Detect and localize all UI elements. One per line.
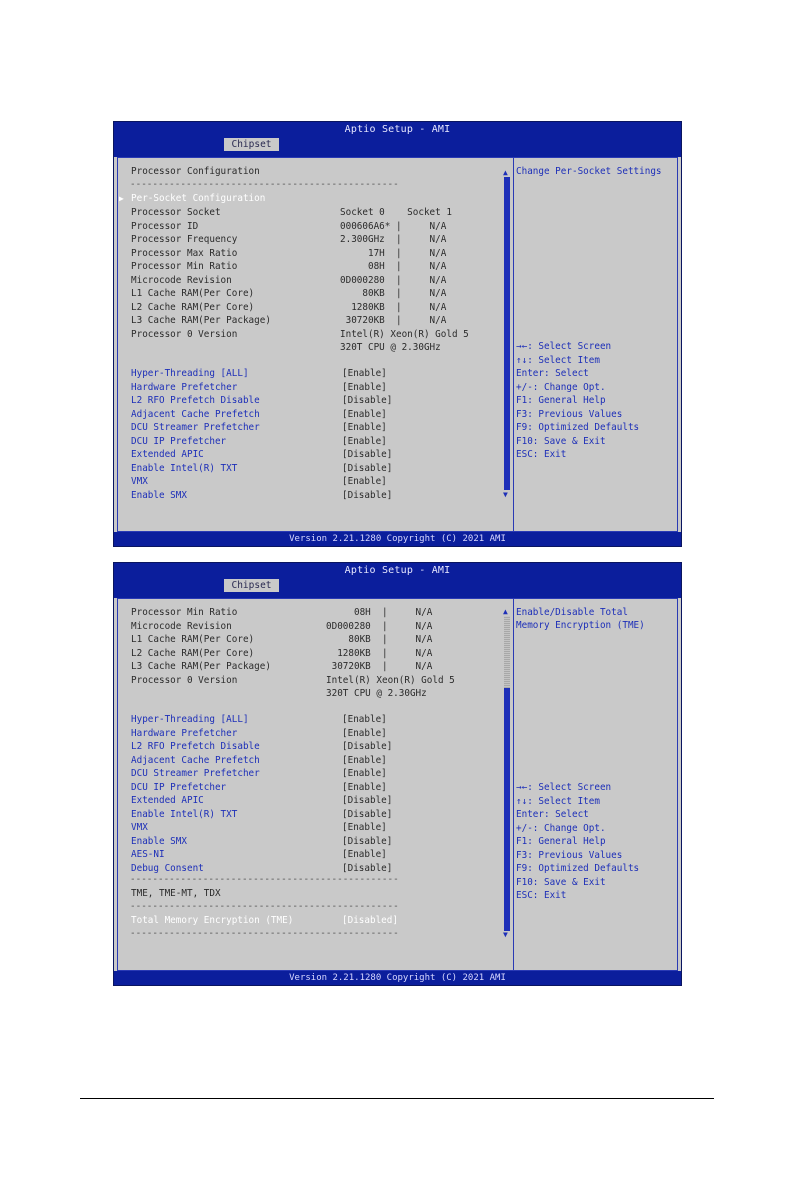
info-value: 08H | N/A	[326, 607, 433, 618]
key-help: +/-: Change Opt.	[516, 822, 606, 834]
key-help: F9: Optimized Defaults	[516, 422, 640, 433]
status-bar: Version 2.21.1280 Copyright (C) 2021 AMI	[114, 971, 681, 985]
menu-item-total-memory-encryption[interactable]: Total Memory Encryption (TME)	[131, 915, 294, 926]
info-label: Microcode Revision	[131, 620, 232, 632]
scroll-up-icon[interactable]: ▲	[503, 168, 508, 177]
info-label: L3 Cache RAM(Per Package)	[131, 661, 271, 672]
info-label: Processor 0 Version	[131, 674, 238, 686]
option-label[interactable]: L2 RFO Prefetch Disable	[131, 741, 260, 752]
info-label: Processor ID	[131, 220, 199, 232]
title-bar	[114, 122, 681, 157]
key-help: ↑↓: Select Item	[516, 354, 600, 366]
option-label[interactable]: Adjacent Cache Prefetch	[131, 754, 260, 766]
panel-divider	[513, 598, 514, 971]
key-help: F3: Previous Values	[516, 408, 623, 420]
page-heading: Processor Configuration	[131, 166, 260, 177]
option-label[interactable]: DCU IP Prefetcher	[131, 435, 227, 447]
option-label[interactable]: Enable SMX	[131, 835, 187, 847]
option-value[interactable]: [Enable]	[342, 781, 387, 793]
info-value: 08H | N/A	[340, 261, 447, 272]
option-label[interactable]: DCU IP Prefetcher	[131, 781, 227, 793]
option-value[interactable]: [Enable]	[342, 768, 387, 779]
option-value[interactable]: [Disable]	[342, 808, 393, 820]
option-value[interactable]: [Enable]	[342, 754, 387, 766]
scrollbar-thumb[interactable]	[504, 688, 510, 931]
info-value: Socket 0 Socket 1	[340, 207, 452, 218]
info-label: Processor Min Ratio	[131, 261, 238, 272]
separator: ------------------------------------------------	[130, 928, 399, 939]
info-value: 80KB | N/A	[340, 288, 447, 299]
option-value[interactable]: [Enable]	[342, 476, 387, 487]
key-help: +/-: Change Opt.	[516, 381, 606, 393]
menu-item-value[interactable]: [Disabled]	[342, 915, 398, 926]
option-label[interactable]: Hardware Prefetcher	[131, 381, 238, 393]
info-label: Microcode Revision	[131, 274, 232, 286]
info-value: 320T CPU @ 2.30GHz	[340, 342, 441, 353]
option-value[interactable]: [Enable]	[342, 727, 387, 739]
option-value[interactable]: [Enable]	[342, 822, 387, 833]
option-label[interactable]: Hyper-Threading [ALL]	[131, 368, 249, 379]
option-value[interactable]: [Disable]	[342, 835, 393, 847]
option-label[interactable]: Adjacent Cache Prefetch	[131, 408, 260, 420]
pointer-icon: ▶	[119, 194, 124, 203]
info-label: Processor Frequency	[131, 234, 238, 245]
bios-screen-2	[113, 562, 682, 986]
help-text-line-2: Memory Encryption (TME)	[516, 620, 645, 631]
info-label: Processor Min Ratio	[131, 607, 238, 618]
option-label[interactable]: Enable SMX	[131, 489, 187, 501]
scroll-down-icon[interactable]: ▼	[503, 930, 508, 939]
menu-item-per-socket-configuration[interactable]: Per-Socket Configuration	[131, 193, 266, 204]
info-value: Intel(R) Xeon(R) Gold 5	[326, 674, 455, 686]
key-help: F9: Optimized Defaults	[516, 863, 640, 874]
bios-screen-1	[113, 121, 682, 547]
option-value[interactable]: [Enable]	[342, 381, 387, 393]
option-label[interactable]: VMX	[131, 822, 148, 833]
window-title: Aptio Setup - AMI	[344, 124, 451, 135]
option-value[interactable]: [Disable]	[342, 862, 393, 874]
key-help: →←: Select Screen	[516, 341, 612, 352]
page-footer-rule	[80, 1098, 714, 1099]
info-value: 0D000280 | N/A	[340, 274, 447, 286]
info-value: 1280KB | N/A	[326, 647, 433, 659]
option-value[interactable]: [Enable]	[342, 435, 387, 447]
option-label[interactable]: Enable Intel(R) TXT	[131, 462, 238, 474]
separator: ------------------------------------------------	[130, 901, 399, 912]
key-help: Enter: Select	[516, 368, 589, 379]
option-value[interactable]: [Disable]	[342, 489, 393, 501]
info-value: Intel(R) Xeon(R) Gold 5	[340, 328, 469, 340]
option-value[interactable]: [Disable]	[342, 395, 393, 406]
key-help: F10: Save & Exit	[516, 876, 606, 888]
info-label: Processor Socket	[131, 207, 221, 218]
help-text: Change Per-Socket Settings	[516, 166, 662, 177]
option-value[interactable]: [Disable]	[342, 795, 393, 806]
info-label: Processor 0 Version	[131, 328, 238, 340]
panel-divider	[513, 157, 514, 532]
key-help: ↑↓: Select Item	[516, 795, 600, 807]
info-label: L2 Cache RAM(Per Core)	[131, 647, 255, 659]
scroll-up-icon[interactable]: ▲	[503, 607, 508, 616]
option-label[interactable]: Hyper-Threading [ALL]	[131, 714, 249, 725]
option-label[interactable]: Debug Consent	[131, 862, 204, 874]
key-help: F1: General Help	[516, 836, 606, 847]
key-help: ESC: Exit	[516, 890, 567, 901]
option-value[interactable]: [Disable]	[342, 741, 393, 752]
option-value[interactable]: [Disable]	[342, 462, 393, 474]
key-help: F1: General Help	[516, 395, 606, 406]
tab-chipset[interactable]: Chipset	[224, 579, 279, 592]
key-help: F10: Save & Exit	[516, 435, 606, 447]
tab-chipset[interactable]: Chipset	[224, 138, 279, 151]
window-title: Aptio Setup - AMI	[344, 565, 451, 576]
option-value[interactable]: [Enable]	[342, 408, 387, 420]
info-value: 17H | N/A	[340, 247, 447, 259]
option-label[interactable]: Extended APIC	[131, 795, 204, 806]
info-label: L2 Cache RAM(Per Core)	[131, 301, 255, 313]
key-help: Enter: Select	[516, 809, 589, 820]
option-label[interactable]: Enable Intel(R) TXT	[131, 808, 238, 820]
option-label[interactable]: DCU Streamer Prefetcher	[131, 422, 260, 433]
option-value[interactable]: [Disable]	[342, 449, 393, 460]
info-value: 1280KB | N/A	[340, 301, 447, 313]
separator: ------------------------------------------------	[130, 179, 399, 190]
info-label: Processor Max Ratio	[131, 247, 238, 259]
option-label[interactable]: Extended APIC	[131, 449, 204, 460]
option-label[interactable]: L2 RFO Prefetch Disable	[131, 395, 260, 406]
info-label: L3 Cache RAM(Per Package)	[131, 315, 271, 326]
option-value[interactable]: [Enable]	[342, 714, 387, 725]
option-value[interactable]: [Enable]	[342, 849, 387, 860]
info-label: L1 Cache RAM(Per Core)	[131, 634, 255, 645]
key-help: F3: Previous Values	[516, 849, 623, 861]
title-bar	[114, 563, 681, 598]
key-help: ESC: Exit	[516, 449, 567, 460]
option-label[interactable]: VMX	[131, 476, 148, 487]
scrollbar-track[interactable]	[504, 616, 510, 688]
info-label: L1 Cache RAM(Per Core)	[131, 288, 255, 299]
scrollbar-thumb[interactable]	[504, 177, 510, 490]
option-label[interactable]: Hardware Prefetcher	[131, 727, 238, 739]
info-value: 000606A6* | N/A	[340, 220, 447, 232]
option-label[interactable]: DCU Streamer Prefetcher	[131, 768, 260, 779]
section-heading: TME, TME-MT, TDX	[131, 888, 221, 899]
option-label[interactable]: AES-NI	[131, 849, 165, 860]
option-value[interactable]: [Enable]	[342, 422, 387, 433]
scroll-down-icon[interactable]: ▼	[503, 490, 508, 499]
info-value: 80KB | N/A	[326, 634, 433, 645]
info-value: 30720KB | N/A	[326, 661, 433, 672]
info-value: 30720KB | N/A	[340, 315, 447, 326]
info-value: 320T CPU @ 2.30GHz	[326, 688, 427, 699]
help-text-line-1: Enable/Disable Total	[516, 607, 628, 618]
info-value: 0D000280 | N/A	[326, 620, 433, 632]
separator: ------------------------------------------------	[130, 874, 399, 885]
option-value[interactable]: [Enable]	[342, 368, 387, 379]
key-help: →←: Select Screen	[516, 782, 612, 793]
info-value: 2.300GHz | N/A	[340, 234, 447, 245]
status-bar: Version 2.21.1280 Copyright (C) 2021 AMI	[114, 532, 681, 546]
